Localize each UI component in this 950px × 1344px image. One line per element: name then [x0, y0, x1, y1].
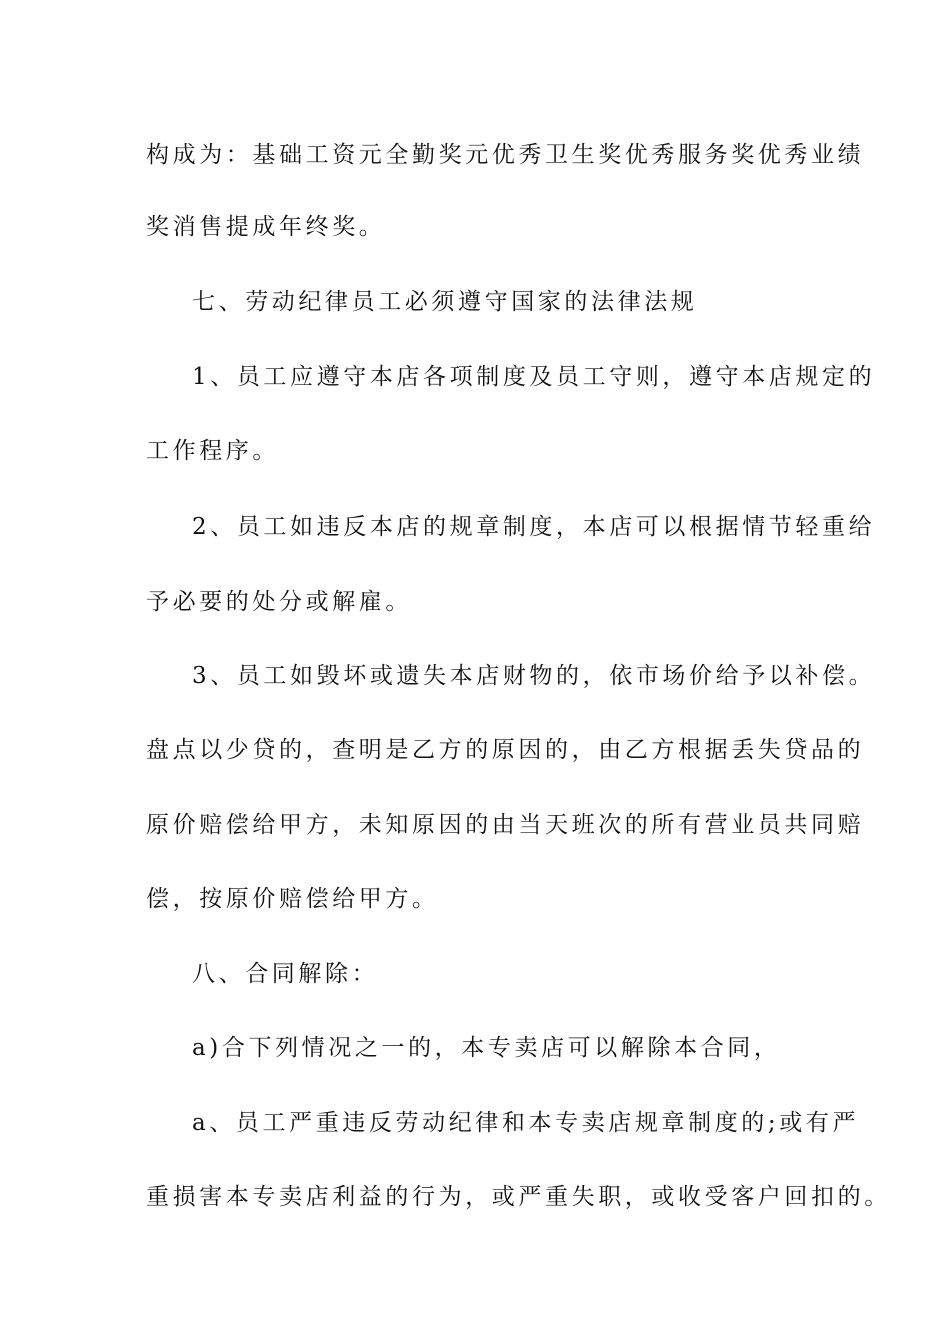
section-heading-8: 八、合同解除：	[192, 961, 379, 987]
text-line-15: 重损害本专卖店利益的行为，或严重失职，或收受客户回扣的。	[146, 1184, 891, 1210]
section-heading-7: 七、劳动纪律员工必须遵守国家的法律法规	[192, 289, 698, 315]
text-line-5: 工作程序。	[146, 438, 279, 464]
text-line-7: 予必要的处分或解雇。	[146, 589, 412, 615]
text-line-2: 奖消售提成年终奖。	[146, 214, 386, 240]
text-line-1: 构成为：基础工资元全勤奖元优秀卫生奖优秀服务奖优秀业绩	[146, 142, 865, 168]
text-line-13: a)合下列情况之一的，本专卖店可以解除本合同，	[192, 1035, 781, 1061]
text-line-10: 原价赔偿给甲方，未知原因的由当天班次的所有营业员共同赔	[146, 812, 865, 838]
text-line-8: 3、员工如毁坏或遗失本店财物的，依市场价给予以补偿。	[192, 663, 876, 689]
text-line-6: 2、员工如违反本店的规章制度，本店可以根据情节轻重给	[192, 514, 876, 540]
text-line-11: 偿，按原价赔偿给甲方。	[146, 886, 439, 912]
text-line-9: 盘点以少贷的，查明是乙方的原因的，由乙方根据丢失贷品的	[146, 737, 865, 763]
text-line-14: a、员工严重违反劳动纪律和本专卖店规章制度的;或有严	[192, 1110, 860, 1136]
text-line-4: 1、员工应遵守本店各项制度及员工守则，遵守本店规定的	[192, 364, 876, 390]
